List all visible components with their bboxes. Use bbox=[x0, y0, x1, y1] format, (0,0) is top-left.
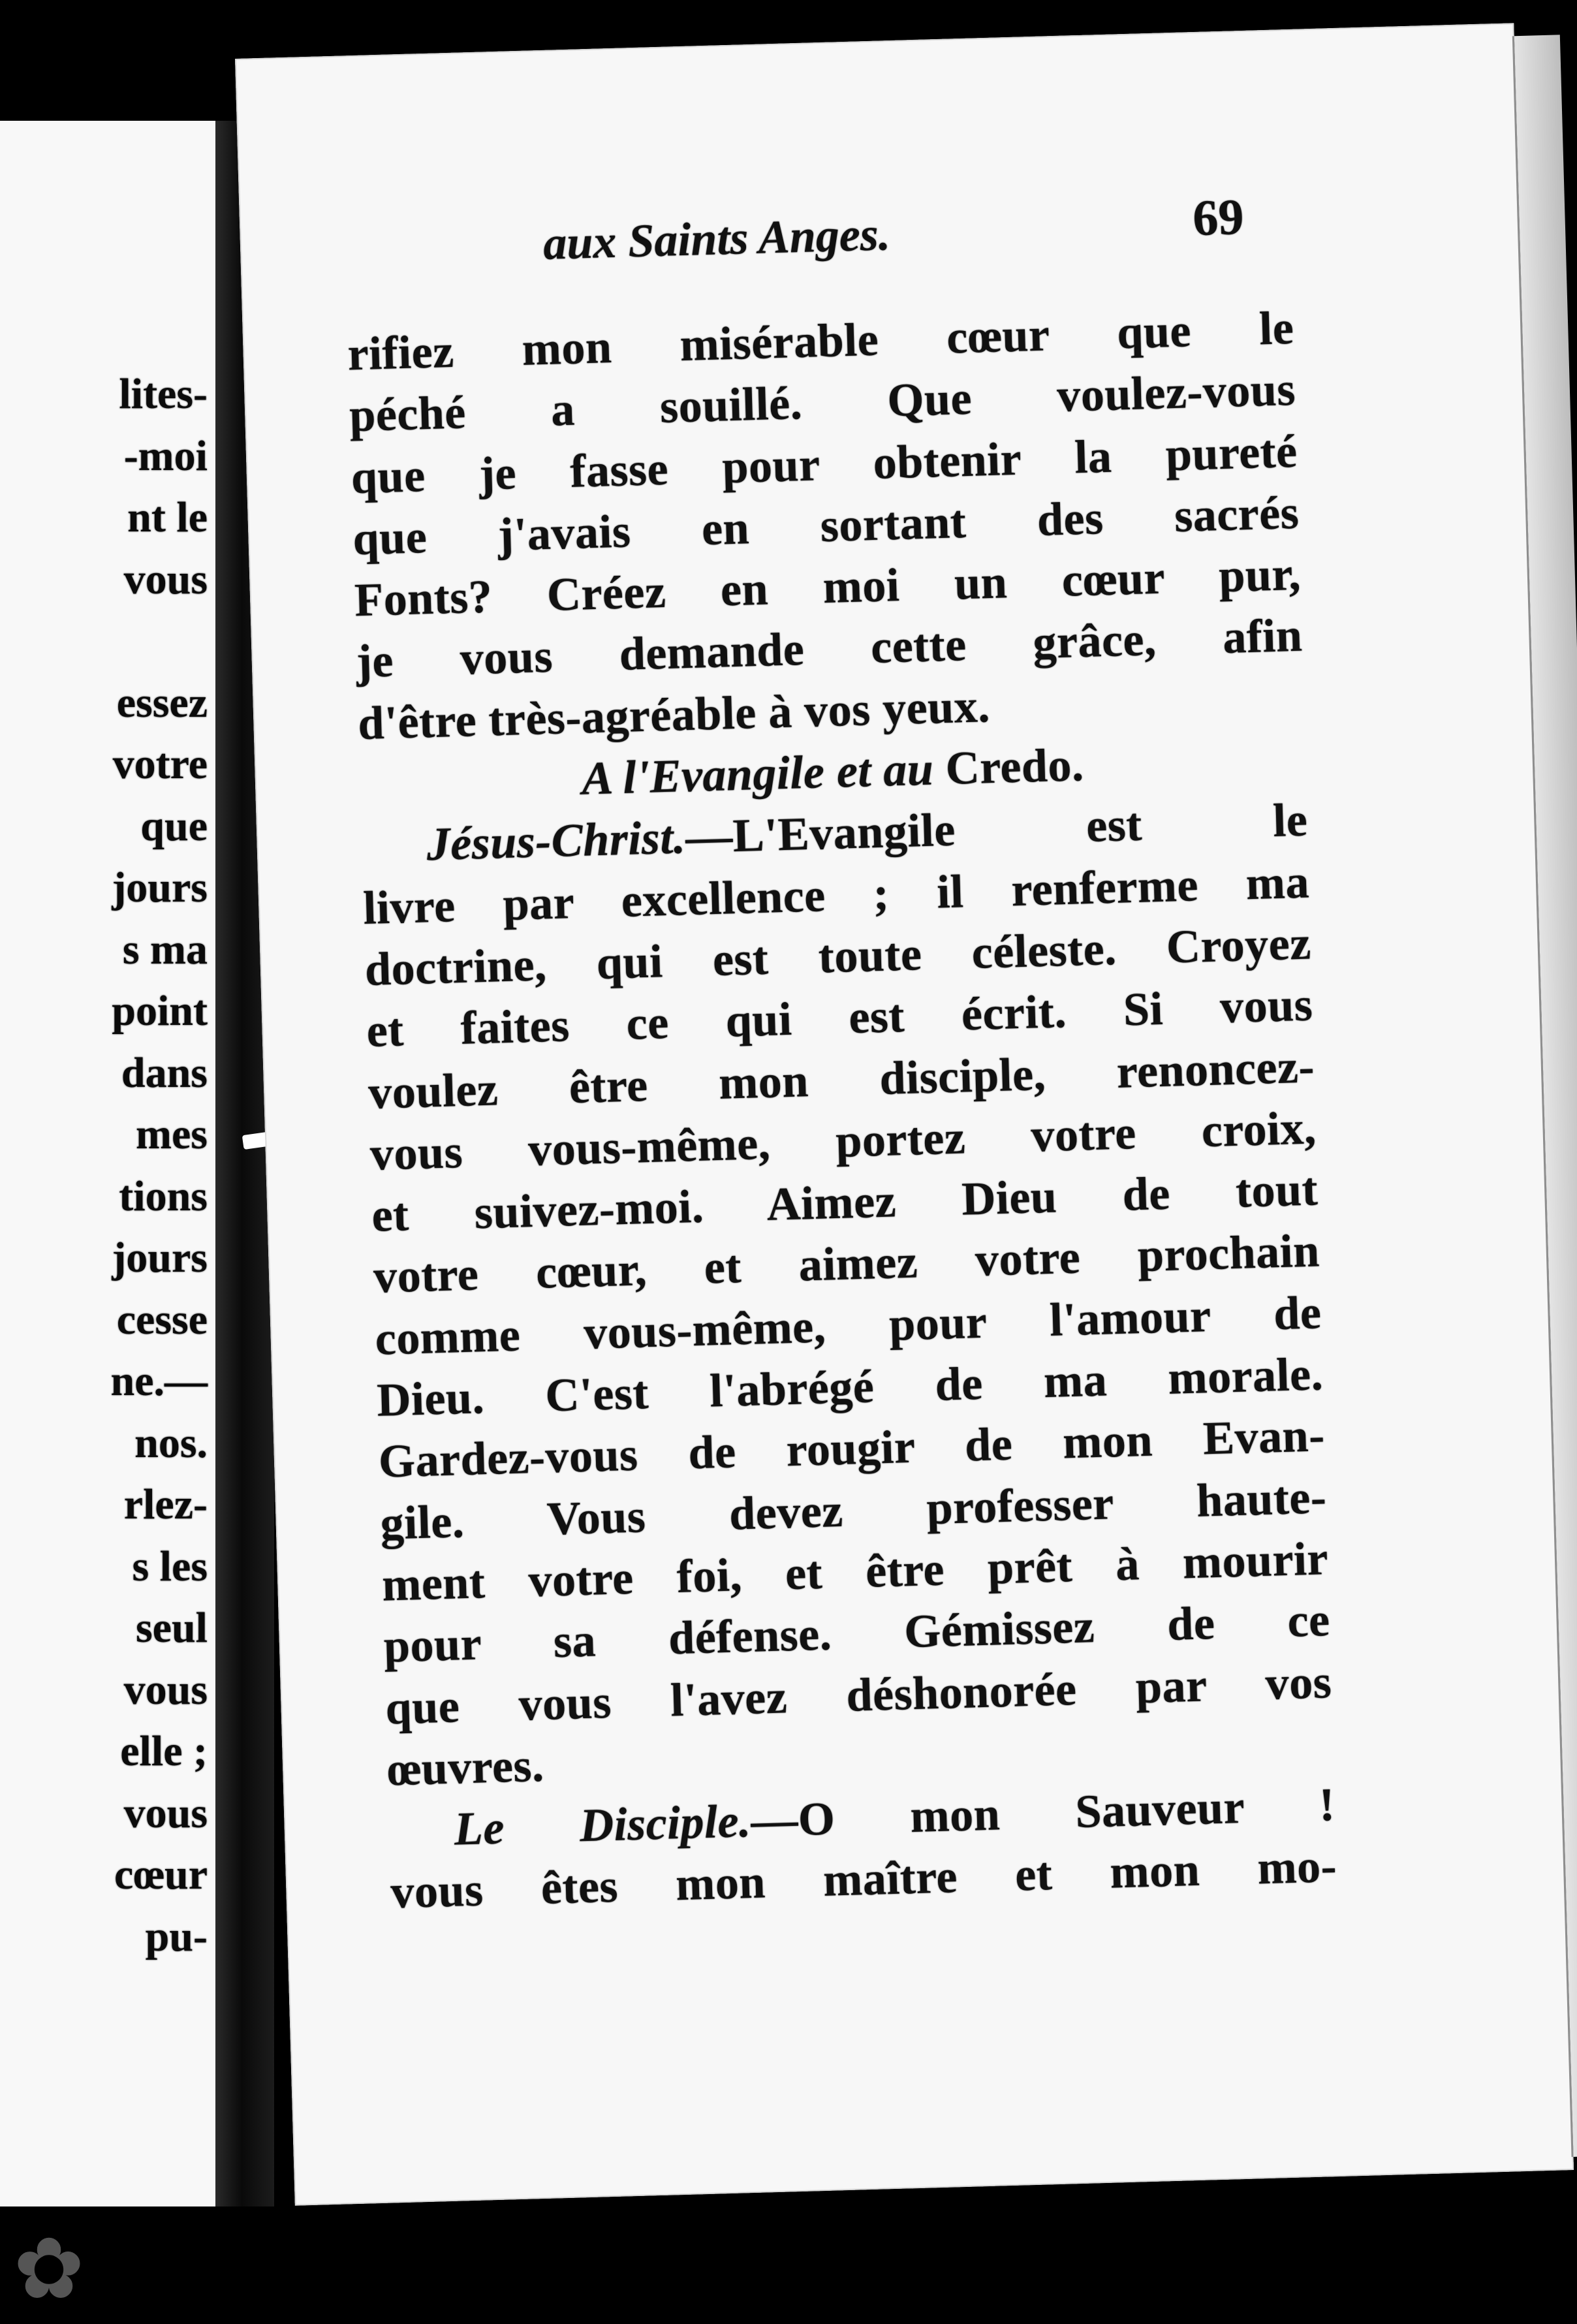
left-page-line: seul bbox=[135, 1604, 208, 1652]
speaker-text: —L'Evangile est le bbox=[685, 793, 1309, 864]
text-line: Fonts? Créez en moi un cœur pur, bbox=[354, 547, 1302, 627]
speaker-label: Le Disciple. bbox=[453, 1795, 752, 1855]
left-page-line: cœur bbox=[114, 1851, 208, 1898]
text-line: votre cœur, et aimez votre prochain bbox=[373, 1224, 1320, 1304]
text-line: que je fasse pour obtenir la pureté bbox=[350, 424, 1298, 503]
page-number: 69 bbox=[1192, 187, 1245, 247]
left-page-line: vous bbox=[123, 555, 208, 603]
left-page-line: nos. bbox=[134, 1419, 208, 1467]
left-page-fragment bbox=[0, 121, 215, 2206]
text-line: je vous demande cette grâce, afin bbox=[355, 609, 1304, 688]
text-line: d'être très-agréable à vos yeux. bbox=[357, 679, 991, 749]
text-line: et suivez-moi. Aimez Dieu de tout bbox=[371, 1163, 1319, 1242]
left-page-line: s ma bbox=[122, 925, 208, 973]
text-line: livre par excellence ; il renferme ma bbox=[362, 855, 1310, 934]
text-line: rifiez mon misérable cœur que le bbox=[347, 301, 1295, 381]
left-page-line: elle ; bbox=[120, 1727, 208, 1775]
left-page-line: point bbox=[112, 987, 208, 1035]
text-line: vous êtes mon maître et mon mo- bbox=[390, 1840, 1338, 1919]
body-text bbox=[347, 297, 1337, 1923]
left-page-line: cesse bbox=[116, 1295, 208, 1343]
left-page-line: mes bbox=[136, 1110, 208, 1158]
left-page-line: que bbox=[140, 802, 208, 850]
text-line: voulez être mon disciple, renoncez- bbox=[367, 1040, 1315, 1119]
text-line: ment votre foi, et être prêt à mourir bbox=[381, 1532, 1329, 1611]
text-line: péché a souillé. Que voulez-vous bbox=[349, 363, 1296, 442]
speaker-text: —O mon Sauveur ! bbox=[750, 1778, 1336, 1847]
left-page-line: essez bbox=[116, 678, 208, 727]
left-page-line: rlez- bbox=[123, 1481, 208, 1528]
left-page-line: vous bbox=[123, 1789, 208, 1837]
ornament-icon: ✿ bbox=[13, 2223, 85, 2317]
text-line: et faites ce qui est écrit. Si vous bbox=[366, 978, 1314, 1058]
left-page-line: nt le bbox=[127, 494, 208, 541]
text-line: comme vous-même, pour l'amour de bbox=[374, 1286, 1322, 1365]
left-page-line: -moi bbox=[123, 432, 208, 480]
left-page-line: tions bbox=[119, 1172, 208, 1220]
text-line: gile. Vous devez professer haute- bbox=[379, 1470, 1328, 1550]
text-line: doctrine, qui est toute céleste. Croyez bbox=[364, 917, 1312, 996]
left-page-line: vous bbox=[123, 1665, 208, 1714]
left-page-text bbox=[111, 364, 208, 1968]
left-page-line: s les bbox=[132, 1542, 208, 1590]
running-head: aux Saints Anges. bbox=[542, 208, 891, 270]
text-line: œuvres. bbox=[386, 1738, 545, 1796]
left-page-line: pu- bbox=[145, 1912, 208, 1960]
left-page-line: jours bbox=[112, 864, 208, 911]
left-page-line: lites- bbox=[119, 370, 208, 418]
left-page-line bbox=[111, 610, 208, 672]
left-page-line: jours bbox=[112, 1234, 208, 1281]
text-line: pour sa défense. Gémissez de ce bbox=[383, 1594, 1331, 1672]
text-line: que vous l'avez déshonorée par vos bbox=[384, 1655, 1333, 1735]
text-line: Dieu. C'est l'abrégé de ma morale. bbox=[376, 1347, 1324, 1426]
text-line: que j'avais en sortant des sacrés bbox=[352, 486, 1300, 565]
speaker-label: Jésus-Christ. bbox=[426, 811, 687, 871]
left-page-line: ne.— bbox=[110, 1357, 208, 1405]
text-line: vous vous-même, portez votre croix, bbox=[369, 1101, 1317, 1180]
section-heading-roman: Credo. bbox=[933, 738, 1085, 795]
main-page bbox=[235, 23, 1574, 2205]
section-heading-italic: A l'Evangile et au bbox=[581, 742, 935, 805]
page-edge bbox=[1512, 35, 1577, 2157]
left-page-line: votre bbox=[112, 740, 208, 788]
text-line: Gardez-vous de rougir de mon Evan- bbox=[377, 1409, 1326, 1488]
left-page-line: dans bbox=[121, 1048, 208, 1097]
